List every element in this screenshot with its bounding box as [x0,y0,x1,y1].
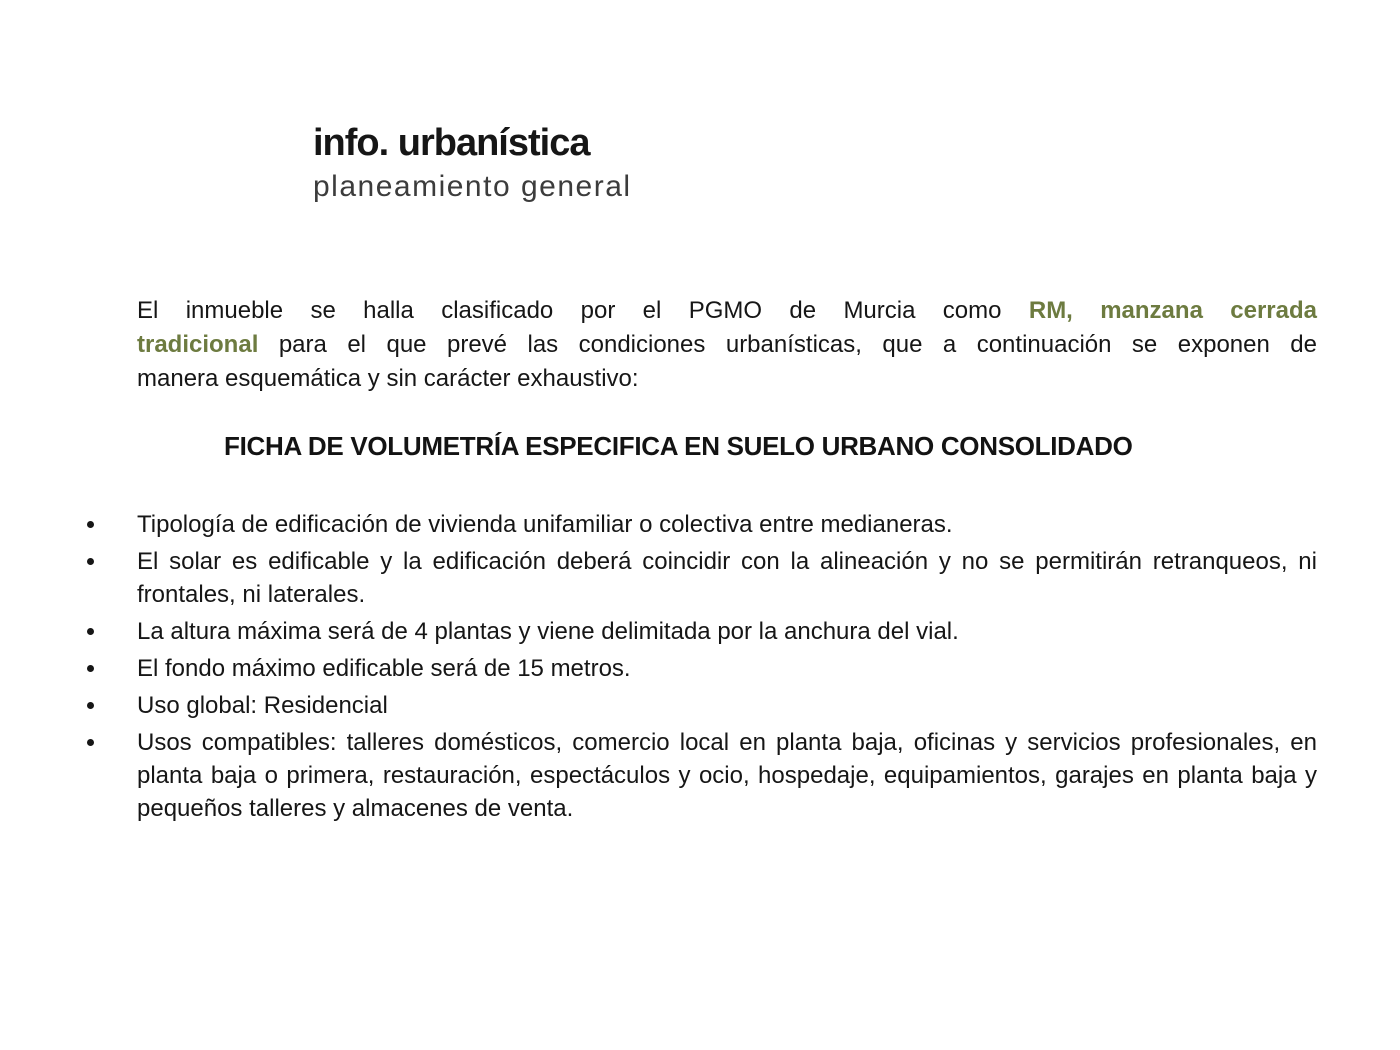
bullet-text: Tipología de edificación de vivienda unifamiliar o colectiva entre medianeras. [137,511,953,538]
section-heading: FICHA DE VOLUMETRÍA ESPECIFICA EN SUELO URBANO CONSOLIDADO [224,431,1133,461]
highlighted-zoning-term: tradicional [137,331,259,358]
bullet-text: El solar es edificable y la edificación deberá coincidir con la alineación y no se permitirán retranqueos, ni frontales, ni laterales. [137,548,1317,608]
paragraph-line [137,328,1317,362]
paragraph-text: El inmueble se halla clasificado por el PGMO de Murcia como [137,297,1029,324]
bullet-icon [87,665,94,672]
bullet-text: La altura máxima será de 4 plantas y viene delimitada por la anchura del vial. [137,618,959,645]
title-block [313,122,632,204]
bullet-icon [87,521,94,528]
list-item [85,615,1317,648]
bullet-icon [87,739,94,746]
paragraph-text: manera esquemática y sin carácter exhaustivo: [137,365,639,392]
bullet-list [85,508,1317,829]
paragraph-text: para el que prevé las condiciones urbanísticas, que a continuación se exponen de [258,331,1317,358]
intro-paragraph [137,294,1317,396]
bullet-icon [87,558,94,565]
bullet-text: El fondo máximo edificable será de 15 metros. [137,655,631,682]
highlighted-zoning-term: RM, manzana cerrada [1028,297,1317,324]
bullet-text: Uso global: Residencial [137,692,388,719]
page-subtitle: planeamiento general [313,169,632,203]
paragraph-line [137,294,1317,328]
list-item [85,545,1317,611]
list-item [85,508,1317,541]
bullet-text: Usos compatibles: talleres domésticos, comercio local en planta baja, oficinas y servicios profesionales, en planta baja o primera, restauración, espectáculos y ocio, hospedaje, equipamientos, garajes en planta baja y pequeños talleres y almacenes de venta. [137,729,1317,822]
list-item [85,726,1317,825]
list-item [85,689,1317,722]
bullet-icon [87,702,94,709]
bullet-icon [87,628,94,635]
list-item [85,652,1317,685]
paragraph-line [137,362,1317,396]
page-title: info. urbanística [313,122,590,164]
